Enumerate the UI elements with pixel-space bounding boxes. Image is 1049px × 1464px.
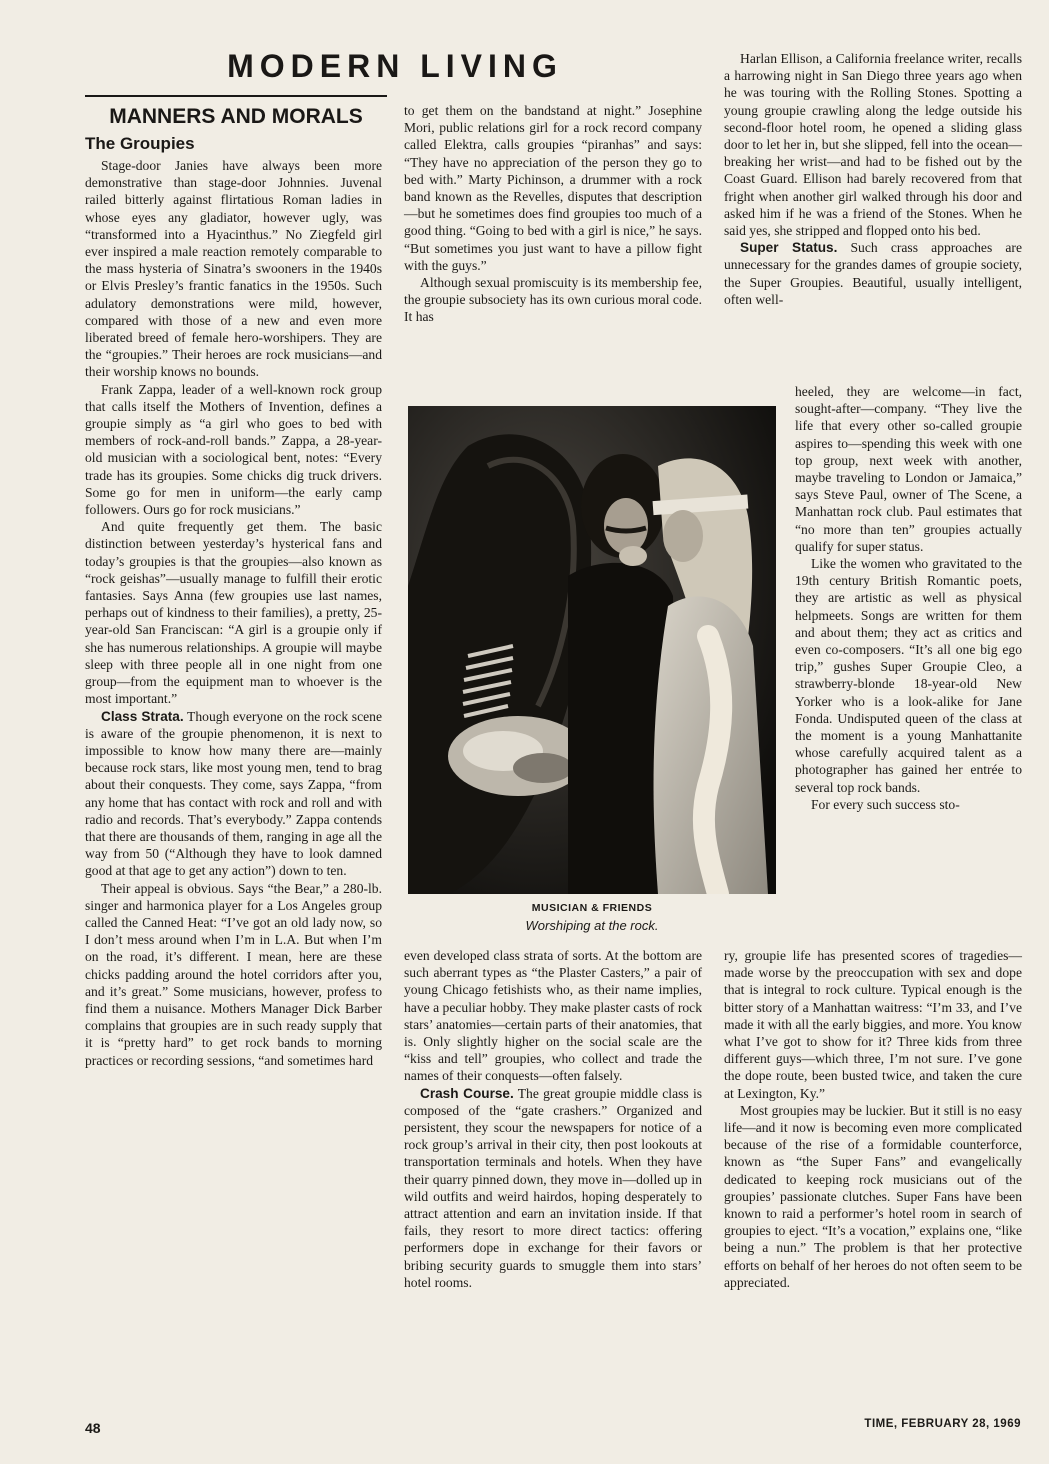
photo-musician-and-friends — [408, 406, 776, 894]
paragraph: ry, groupie life has presented scores of tragedies—made worse by the preoccupation with sex and dope that is integral to rock culture. Typical enough is the bitter story of a Manhattan waitress: “I’m 33, and I’ve made it with all the early biggies, and more. You know what I’ve got to show for it? Three kids from three different guys—which three, I’m not sure. I’ve gone the dope route, been busted twice, and taken the cure at Lexington, Ky.” — [724, 948, 1022, 1101]
paragraph — [85, 708, 382, 880]
paragraph-text: The great groupie middle class is composed of the “gate crashers.” Organized and persistent, they scour the newspapers for notice of a rock group’s arrival in their city, then post lookouts at transportation terminals and hotels. When they have their quarry pinned down, they move in—dolled up in wild outfits and weird hairdos, hoping desperately to attract attention and earn an invitation inside. If that fails, they resort to more direct tactics: offering performers dope in exchange for their favors or bribing security guards to smuggle them into stars’ hotel rooms. — [404, 1085, 703, 1290]
paragraph: And quite frequently get them. The basic distinction between yesterday’s hysterical fans and today’s groupies is that the groupies—also known as “rock geishas”—usually manage to fulfill their erotic fantasies. Says Anna (few groupies use last names, perhaps out of kindness to their families), a pretty, 25-year-old San Franciscan: “A girl is a groupie only if she has numerous relationships. A groupie will maybe sleep with three people all in one night from one group—from the equipment man to whoever is the most important.” — [85, 519, 382, 707]
paragraph: Frank Zappa, leader of a well-known rock group that calls itself the Mothers of Invention, defines a groupie simply as “a girl who goes to bed with members of rock-and-roll bands.” Zappa, a 28-year-old musician with a sociological bent, notes: “Every trade has its groupies. Some chicks dig truck drivers. Some go for men in uniform—the early camp followers. Ours go for rock musicians.” — [85, 381, 382, 518]
department-heading: MANNERS AND MORALS — [109, 105, 363, 128]
divider-rule — [85, 95, 387, 97]
photo-caption-title: MUSICIAN & FRIENDS — [531, 902, 653, 914]
inline-subhead: Class Strata. — [101, 708, 184, 724]
column-3-bottom — [724, 947, 1022, 1291]
section-title: MODERN LIVING — [227, 48, 563, 84]
paragraph: Most groupies may be luckier. But it still is no easy life—and it now is becoming even more complicated because of the rise of a formidable counterforce, known as “the Super Fans” and evangelically dedicated to keeping rock musicians out of the groupies’ passionate clutches. Super Fans have been known to raid a performer’s hotel room in search of groupies to eject. “It’s a vocation,” explains one, “like being a nun.” The problem is that her protective efforts on behalf of her heroes do not often seem to be appreciated. — [724, 1102, 1022, 1290]
paragraph: Their appeal is obvious. Says “the Bear,” a 280-lb. singer and harmonica player for a Los Angeles group called the Canned Heat: “I’ve got an old lady now, so I don’t mess around when I’m in L.A. But when I’m on the road, it’s different. I mean, here are these chicks padding around the hotel corridors after you, and it’s great.” Some musicians, however, profess to find them a nuisance. Mothers Manager Dick Barber complains that groupies are in such ready supply that it is “pretty hard” to get rock bands to morning practices or recording sessions, “and sometimes hard — [85, 880, 382, 1068]
column-3-narrow — [795, 383, 1022, 813]
column-3-top — [724, 50, 1022, 308]
paragraph: Harlan Ellison, a California freelance writer, recalls a harrowing night in San Diego three years ago when he was touring with the Rolling Stones. Spotting a young groupie crawling along the ledge outside his second-floor hotel room, he opened a sliding glass door to let her in, but she slipped, fell into the ocean—breaking her wrist—and had to be fished out by the Coast Guard. Ellison had barely recovered from that fright when another girl walked through his door and asked him if he was a friend of the Stones. When he said yes, she stripped and flopped onto his bed. — [724, 51, 1022, 239]
inline-subhead: Super Status. — [740, 240, 838, 256]
article-headline: The Groupies — [85, 134, 195, 153]
paragraph — [724, 239, 1022, 308]
paragraph: even developed class strata of sorts. At the bottom are such aberrant types as “the Plaster Casters,” a pair of young Chicago fetishists who, as their name implies, have a peculiar hobby. They make plaster casts of rock stars’ anatomies—certain parts of their anatomies, that is. Only slightly higher on the social scale are the “kiss and tell” groupies, who collect and trade the names of their conquests—often falsely. — [404, 948, 702, 1084]
paragraph — [404, 1085, 702, 1291]
issue-dateline: TIME, FEBRUARY 28, 1969 — [864, 1418, 1021, 1430]
page-number: 48 — [85, 1420, 101, 1436]
paragraph: Like the women who gravitated to the 19th century British Romantic poets, they are artistic as well as physical helpmeets. Songs are written for them and about them; they act as critics and even co-composers. “It’s all one big ego trip,” gushes Super Groupie Cleo, a strawberry-blonde 18-year-old New Yorker who is a look-alike for Jane Fonda. Undisputed queen of the class at the moment is a young Manhattanite whose carefully acquired talent as a photographer has gained her entrée to several top rock bands. — [795, 556, 1022, 795]
paragraph-text: Though everyone on the rock scene is aware of the groupie phenomenon, it is next to impossible to know how many there are—mainly because rock stars, like most young men, tend to brag about their conquests. They come, says Zappa, “from any home that has contact with rock and roll and with radio and records. That’s everybody.” Zappa contends that there are thousands of them, ranging in age all the way from 50 (“Although they have to look damned good at that age to get any action”) down to ten. — [85, 708, 382, 879]
inline-subhead: Crash Course. — [420, 1085, 514, 1101]
column-2-top — [404, 102, 702, 326]
column-1 — [85, 157, 382, 1069]
paragraph: Although sexual promiscuity is its membership fee, the groupie subsociety has its own curious moral code. It has — [404, 275, 702, 325]
paragraph: Stage-door Janies have always been more demonstrative than stage-door Johnnies. Juvenal railed bitterly against flirtatious Roman ladies in whose eyes any gladiator, however ugly, was “transformed into a Hyacinthus.” No Ziegfeld girl ever inspired a male reaction remotely comparable to the mass hysteria of Sinatra’s swooners in the 1940s or Elvis Presley’s frantic fanatics in the 1950s. Such adulatory demonstrations were mild, however, compared with those of a new and even more liberated breed of female hero-worshipers. They are the “groupies.” Their heroes are rock musicians—and their worship knows no bounds. — [85, 158, 382, 380]
photo-caption-text: Worshiping at the rock. — [525, 918, 659, 933]
paragraph: For every such success sto- — [811, 796, 960, 812]
column-2-bottom — [404, 947, 702, 1291]
paragraph-text: Such crass approaches are unnecessary for the grandes dames of groupie society, the Super Groupies. Beautiful, usually intelligent, often well- — [724, 240, 1022, 307]
paragraph: heeled, they are welcome—in fact, sought-after—company. “They live the life that every other so-called groupie aspires to—spending this week with one top group, next week with another, maybe traveling to London or Jamaica,” says Steve Paul, owner of The Scene, a Manhattan rock club. Paul estimates that “no more than ten” groupies actually qualify for super status. — [795, 384, 1022, 554]
paragraph: to get them on the bandstand at night.” Josephine Mori, public relations girl for a rock record company called Elektra, calls groupies “piranhas” and says: “They have no appreciation of the person they go to bed with.” Marty Pichinson, a drummer with a rock band known as the Revelles, disputes that description—but he sometimes does find groupies too much of a good thing. “Going to bed with a girl is nice,” he says. “But sometimes you just want to have a pillow fight with the guys.” — [404, 103, 702, 273]
